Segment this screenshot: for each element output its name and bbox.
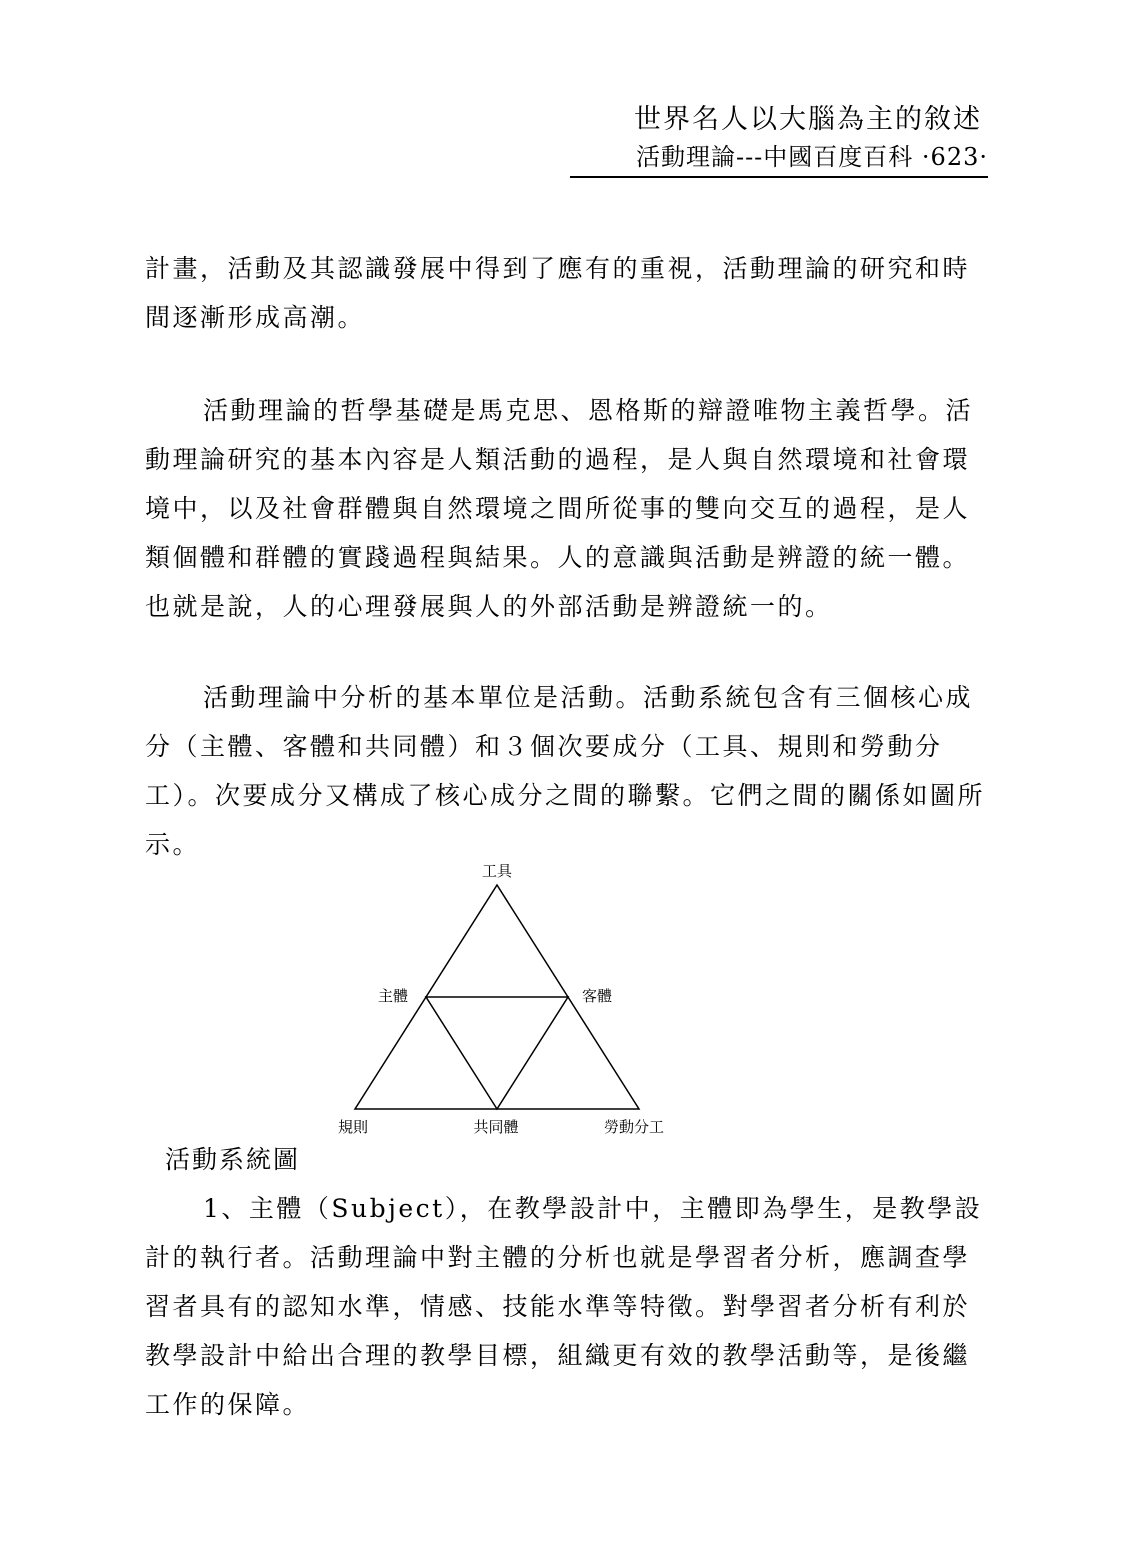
inner-triangle: [426, 997, 568, 1109]
paragraph-2: 活動理論的哲學基礎是馬克思、恩格斯的辯證唯物主義哲學。活動理論研究的基本內容是人類活動的過程，是人與自然環境和社會環境中，以及社會群體與自然環境之間所從事的雙向交互的過程，是人類個體和群體的實踐過程與結果。人的意識與活動是辨證的統一體。也就是說，人的心理發展與人的外部活動是辨證統一的。: [145, 396, 974, 621]
label-subject: 主體: [377, 987, 408, 1005]
label-division-of-labor: 勞動分工: [604, 1118, 665, 1136]
activity-system-diagram: [330, 855, 690, 1145]
paragraph-4: 1、主體（Subject），在教學設計中，主體即為學生，是教學設計的執行者。活動理論中對主體的分析也就是學習者分析，應調查學習者具有的認知水準，情感、技能水準等特徵。對學習者分析有利於教學設計中給出合理的教學目標，組織更有效的教學活動等，是後繼工作的保障。: [145, 1194, 983, 1419]
paragraph-1: 計畫，活動及其認識發展中得到了應有的重視，活動理論的研究和時間逐漸形成高潮。: [145, 254, 971, 332]
paragraph-3: 活動理論中分析的基本單位是活動。活動系統包含有三個核心成分（主體、客體和共同體）和３個次要成分（工具、規則和勞動分工）。次要成分又構成了核心成分之間的聯繫。它們之間的關係如圖所示。: [145, 683, 986, 859]
label-rules: 規則: [338, 1118, 369, 1136]
header-subtitle: 活動理論---中國百度百科 ·623·: [570, 138, 988, 178]
label-object: 客體: [582, 987, 613, 1005]
page-header: [570, 102, 988, 178]
label-tool: 工具: [481, 862, 513, 880]
label-community: 共同體: [473, 1118, 519, 1136]
header-title: 世界名人以大腦為主的敘述: [634, 104, 982, 135]
diagram-caption: 活動系統圖: [165, 1145, 301, 1174]
